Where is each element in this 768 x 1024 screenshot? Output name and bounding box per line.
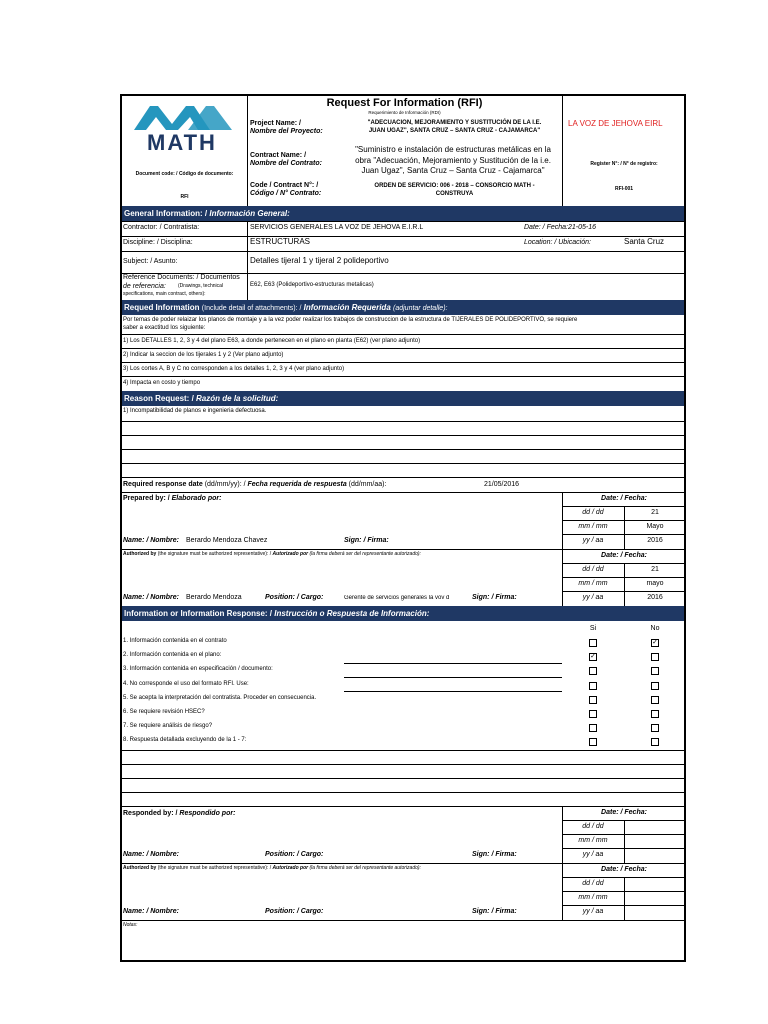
info-response-bar-en: Information or Information Response: / (124, 609, 273, 618)
authorized2-note-es: (la firma deberá ser del representante autorizado): (309, 865, 421, 871)
contractor-label (123, 224, 199, 232)
prepared-mm: mm / mm (578, 523, 608, 530)
response-date-value: 21/05/2016 (484, 481, 520, 488)
response-item-7: 7. Se requiere análisis de riesgo? (123, 723, 213, 730)
prepared-dd-val: 21 (651, 509, 659, 516)
requested-item-3: 3) Los cortes A, B y C no corresponden a los detalles 1, 2, 3 y 4 (ver plano adjunto) (123, 366, 345, 372)
form-subtitle: Requerimiento de Información (RDI) (368, 110, 441, 115)
responded-name-label: Name: / Nombre: (123, 851, 180, 858)
authorized-mm-val: mayo (646, 580, 664, 587)
responded-sign-label: Sign: / Firma: (472, 851, 517, 858)
authorized2-date-header: Date: / Fecha: (601, 866, 647, 873)
checkbox-si-7[interactable] (589, 724, 597, 732)
checkbox-no-5[interactable] (651, 696, 659, 704)
authorized-label-en: Authorized by (123, 551, 157, 557)
checkbox-no-1[interactable]: ✓ (652, 639, 658, 646)
requested-bar-note: (Include detail of attachments): / (201, 305, 302, 312)
prepared-date-header: Date: / Fecha: (601, 495, 647, 502)
refdocs-note-1: (Drawings, technical (178, 283, 224, 289)
project-value: "ADECUACION, MEJORAMIENTO Y SUSTITUCIÓN DE LA I.E. (367, 120, 542, 126)
responded-dd: dd / dd (582, 823, 604, 830)
response-item-1: 1. Información contenida en el contrato (123, 638, 227, 644)
requested-bar-en: Requed Information (124, 303, 200, 312)
code-value-1: ORDEN DE SERVICIO: 006 - 2018 – CONSORCIO MATH - (374, 183, 535, 189)
authorized2-yy: yy / aa (582, 908, 604, 915)
response-date-label-en: Required response date (123, 481, 203, 488)
form-title: Request For Information (RFI) (326, 97, 483, 109)
logo-text: MATH (147, 130, 217, 155)
general-info-bar (122, 206, 684, 221)
register-value: RFI-001 (614, 186, 634, 192)
project-label: Project Name: / (250, 120, 301, 127)
responded-label (123, 810, 235, 818)
authorized2-position-label: Position: / Cargo: (265, 908, 324, 915)
code-label-es: Código / N° Contrato: (250, 190, 322, 197)
response-item-8: 8. Respuesta detallada excluyendo de la 1 - 7: (123, 737, 247, 744)
authorized-note: (the signature must be authorized representative): / (157, 551, 272, 557)
contract-value-2: obra "Adecuación, Mejoramiento y Sustitución de la i.e. (355, 156, 551, 165)
authorized2-label-es: Autorizado por (272, 865, 309, 871)
authorized2-sign-label: Sign: / Firma: (472, 908, 517, 915)
doc-code-label: Document code: / Código de documento: (135, 171, 234, 177)
authorized-position-value: Gerente de servicios generales la vov d (344, 595, 450, 601)
requested-item-4: 4) Impacta en costo y tiempo (123, 380, 201, 386)
checkbox-no-4[interactable] (651, 682, 659, 690)
contract-label: Contract Name: / (250, 152, 307, 159)
authorized-label (123, 552, 421, 558)
discipline-value: ESTRUCTURAS (250, 237, 311, 246)
requested-bar-note-es: (adjuntar detalle): (393, 305, 448, 312)
response-date-fmt-es: (dd/mm/aa): (348, 481, 387, 488)
checkbox-no-2[interactable] (651, 653, 659, 661)
response-item-4: 4. No corresponde el uso del formato RFI. Use: (123, 680, 249, 687)
code-value-2: CONSTRUYA (435, 191, 474, 197)
response-item-3: 3. Información contenida en especificación / documento: (123, 666, 273, 673)
reason-bar-en: Reason Request: / (124, 394, 194, 403)
prepared-label-es: Elaborado por: (171, 495, 222, 502)
contract-label-es: Nombre del Contrato: (250, 160, 322, 167)
location-value: Santa Cruz (624, 237, 665, 246)
authorized2-label (123, 866, 421, 872)
location-label: Location: / Ubicación: (524, 239, 591, 246)
authorized-dd: dd / dd (582, 566, 604, 573)
rfi-form (120, 94, 686, 962)
doc-answer-line (344, 677, 562, 678)
prepared-name-label: Name: / Nombre: (123, 537, 180, 544)
checkbox-no-3[interactable] (651, 667, 659, 675)
info-response-bar-es: Instrucción o Respuesta de Información: (274, 609, 430, 618)
requested-intro-2: saber a exactitud los siguiente: (123, 325, 206, 331)
responded-label-en: Responded by: / (123, 810, 178, 817)
response-date-fmt: (dd/mm/yy): / (204, 481, 246, 488)
checkbox-no-6[interactable] (651, 710, 659, 718)
checkbox-no-8[interactable] (651, 738, 659, 746)
authorized-label-es: Autorizado por (272, 551, 309, 557)
general-bar-es: Información General: (209, 209, 290, 218)
responded-yy: yy / aa (582, 851, 604, 858)
authorized2-label-en: Authorized by (123, 865, 157, 871)
prepared-label (123, 495, 221, 503)
general-bar-en: General Information: / (124, 209, 208, 218)
checkbox-no-7[interactable] (651, 724, 659, 732)
response-date-label-es: Fecha requerida de respuesta (247, 481, 347, 488)
checkbox-si-6[interactable] (589, 710, 597, 718)
info-response-bar (122, 606, 684, 621)
checkbox-si-3[interactable] (589, 667, 597, 675)
prepared-name-value: Berardo Mendoza Chavez (186, 537, 268, 544)
project-label-es: Nombre del Proyecto: (250, 128, 323, 135)
contract-value-3: Juan Ugaz", Santa Cruz – Santa Cruz - Cajamarca" (361, 166, 545, 175)
code-label: Code / Contract N°: / (250, 182, 319, 189)
requested-item-1: 1) Los DETALLES 1, 2, 3 y 4 del plano E63, a donde pertenecen en el plano en planta (E62) (ver plano adjunto) (123, 338, 421, 344)
refdocs-value: E62, E63 (Polideportivo-estructuras metalicas) (250, 282, 374, 288)
authorized-name-label: Name: / Nombre: (123, 594, 180, 601)
prepared-dd: dd / dd (582, 509, 604, 516)
requested-intro-1: Por temas de poder relaizar los planos de montaje y a la vez poder realizar los trabajos de construccion de la estructura de TIJERALES DE POLIDEPORTIVO, se requiere (123, 317, 578, 323)
date-text: Date: / Fecha:21-05-16 (524, 224, 596, 231)
requested-info-bar (122, 300, 684, 315)
responded-position-label: Position: / Cargo: (265, 851, 324, 858)
register-label: Register N°: / N° de registro: (590, 161, 658, 167)
company-name: LA VOZ DE JEHOVA EIRL (568, 119, 663, 128)
response-date-label (123, 481, 386, 489)
response-item-2: 2. Información contenida en el plano: (123, 652, 222, 659)
prepared-sign-label: Sign: / Firma: (344, 537, 389, 544)
reason-text: 1) Incompatibilidad de planos e ingenieria defectuosa. (123, 408, 267, 414)
authorized-note-es: (la firma deberá ser del representante autorizado): (309, 551, 421, 557)
contractor-label-text: Contractor: / Contratista: (123, 224, 200, 231)
checkbox-si-4[interactable] (589, 682, 597, 690)
response-item-5: 5. Se acepta la interpretación del contratista. Proceder en consecuencia. (123, 694, 317, 701)
checkbox-si-8[interactable] (589, 738, 597, 746)
doc-code-value: RFI (180, 194, 189, 200)
authorized2-mm: mm / mm (578, 894, 608, 901)
authorized-dd-val: 21 (651, 566, 659, 573)
col-no-header: No (650, 625, 660, 632)
prepared-yy: yy / aa (582, 537, 604, 544)
reason-bar (122, 391, 684, 406)
responded-date-header: Date: / Fecha: (601, 809, 647, 816)
discipline-label: Discipline: / Disciplina: (123, 239, 193, 246)
refdocs-label-1: Reference Documents: / Documentos (123, 274, 240, 281)
responded-mm: mm / mm (578, 837, 608, 844)
authorized-yy: yy / aa (582, 594, 604, 601)
subject-label: Subject: / Asunto: (123, 258, 178, 265)
refdocs-note-2: specifications, main contract, others): (123, 291, 206, 297)
response-item-6: 6. Se requiere revisión HSEC? (123, 709, 205, 715)
responded-label-es: Respondido por: (179, 810, 236, 817)
authorized2-dd: dd / dd (582, 880, 604, 887)
requested-item-2: 2) Indicar la seccion de los tijerales 1 y 2 (Ver plano adjunto) (123, 352, 284, 358)
checkbox-si-1[interactable] (589, 639, 597, 647)
requested-bar-es: Información Requerida (303, 303, 391, 312)
format-answer-line (344, 691, 562, 692)
plano-answer-line (344, 663, 562, 664)
authorized-sign-label: Sign: / Firma: (472, 594, 517, 601)
reason-bar-es: Razón de la solicitud: (196, 394, 279, 403)
checkbox-si-5[interactable] (589, 696, 597, 704)
refdocs-label-2: de referencia: (123, 283, 166, 290)
subject-value: Detalles tijeral 1 y tijeral 2 polideportivo (250, 256, 389, 265)
authorized-mm: mm / mm (578, 580, 608, 587)
contractor-value: SERVICIOS GENERALES LA VOZ DE JEHOVA E.I.R.L (250, 224, 424, 231)
checkbox-si-2[interactable]: ✓ (590, 653, 596, 661)
authorized-yy-val: 2016 (647, 594, 663, 601)
notes-label: Notas: (123, 922, 138, 928)
contract-value-1: "Suministro e instalación de estructuras metálicas en la (355, 145, 551, 154)
authorized-position-label: Position: / Cargo: (265, 594, 324, 601)
project-value-2: JUAN UGAZ", SANTA CRUZ – SANTA CRUZ - CAJAMARCA" (368, 128, 541, 134)
prepared-mm-val: Mayo (646, 523, 664, 530)
prepared-yy-val: 2016 (647, 537, 663, 544)
authorized2-name-label: Name: / Nombre: (123, 908, 180, 915)
prepared-label-en: Prepared by: / (123, 495, 170, 502)
authorized2-note: (the signature must be authorized representative): / (157, 865, 272, 871)
authorized-name-value: Berardo Mendoza (186, 594, 242, 601)
authorized-date-header: Date: / Fecha: (601, 552, 647, 559)
col-si-header: Si (589, 625, 597, 632)
